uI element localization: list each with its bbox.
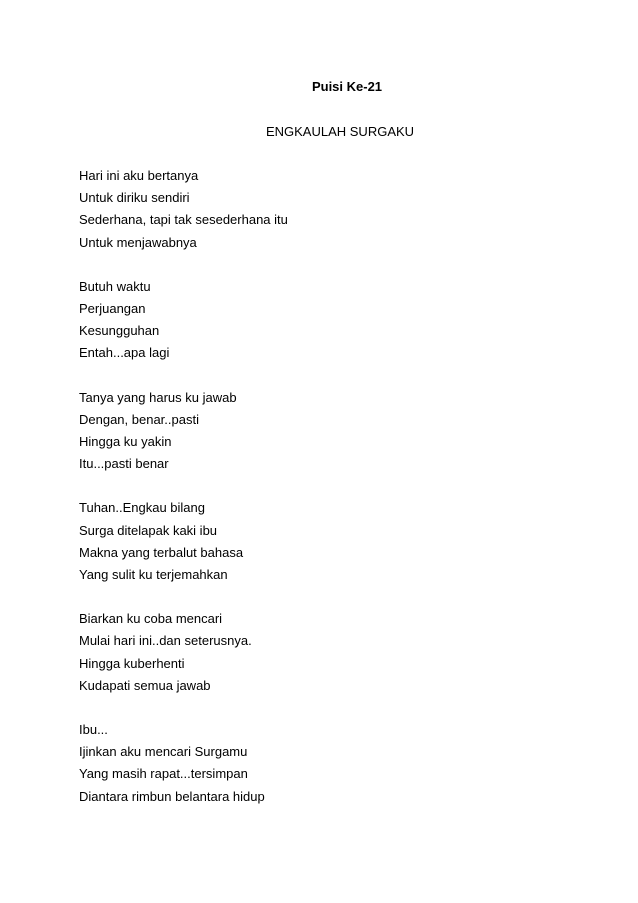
poem-line: Mulai hari ini..dan seterusnya. (79, 633, 252, 649)
poem-line: Tanya yang harus ku jawab (79, 389, 237, 405)
poem-line: Sederhana, tapi tak sesederhana itu (79, 212, 288, 228)
poem-line: Kudapati semua jawab (79, 677, 211, 693)
poem-line: Dengan, benar..pasti (79, 411, 199, 427)
poem-line: Diantara rimbun belantara hidup (79, 788, 265, 804)
stanza-6 (79, 719, 579, 808)
poem-line: Hingga kuberhenti (79, 655, 185, 671)
poem-line: Untuk menjawabnya (79, 234, 197, 250)
stanza-2 (79, 276, 579, 365)
poem-line: Tuhan..Engkau bilang (79, 500, 206, 516)
stanza-4 (79, 497, 579, 586)
poem-line: Yang sulit ku terjemahkan (79, 567, 228, 583)
poem-line: Entah...apa lagi (79, 345, 170, 361)
poem-line: Ibu... (79, 722, 108, 738)
poem-line: Itu...pasti benar (79, 456, 169, 472)
poem-number-heading (0, 79, 638, 95)
poem-body (79, 165, 579, 830)
poem-line: Kesungguhan (79, 323, 160, 339)
stanza-3 (79, 387, 579, 476)
poem-title-text: ENGKAULAH SURGAKU (265, 124, 415, 139)
poem-line: Butuh waktu (79, 278, 151, 294)
poem-line: Untuk diriku sendiri (79, 190, 190, 206)
poem-line: Ijinkan aku mencari Surgamu (79, 744, 248, 760)
poem-line: Hingga ku yakin (79, 434, 172, 450)
poem-line: Perjuangan (79, 301, 146, 317)
poem-line: Surga ditelapak kaki ibu (79, 522, 218, 538)
poem-line: Makna yang terbalut bahasa (79, 544, 244, 560)
stanza-5 (79, 608, 579, 697)
poem-number-text: Puisi Ke-21 (311, 79, 383, 94)
poem-line: Yang masih rapat...tersimpan (79, 766, 248, 782)
poem-line: Biarkan ku coba mencari (79, 611, 223, 627)
stanza-1 (79, 165, 579, 254)
poem-title (0, 124, 638, 140)
poem-line: Hari ini aku bertanya (79, 168, 199, 183)
